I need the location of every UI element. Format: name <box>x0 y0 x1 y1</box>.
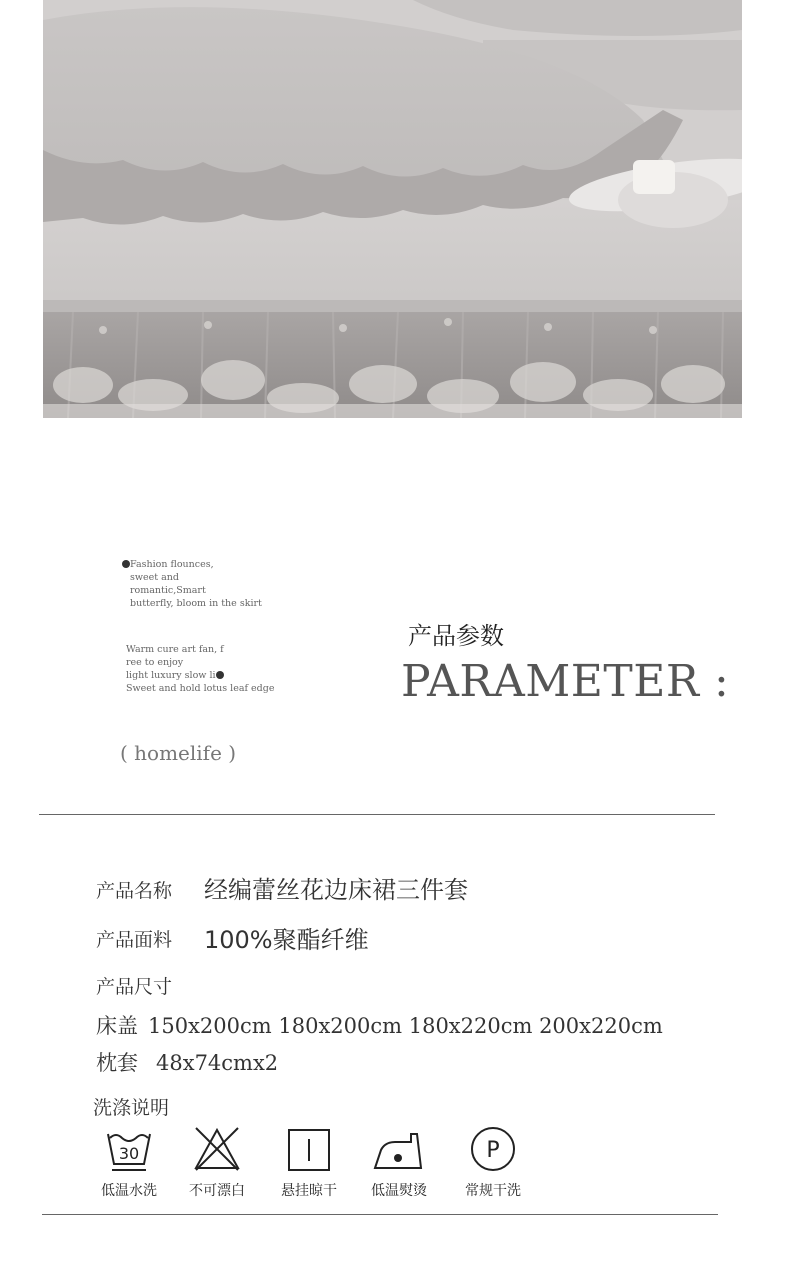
fabric-value: 100%聚酯纤维 <box>204 926 369 954</box>
care-label: 洗涤说明 <box>93 1097 170 1119</box>
care-caption: 悬挂晾干 <box>281 1183 337 1199</box>
bed-size-row <box>96 1010 663 1040</box>
blurb-line: ree to enjoy <box>126 657 184 668</box>
intro-blurb-2 <box>126 643 274 695</box>
care-caption: 不可漂白 <box>189 1183 245 1199</box>
parameter-heading-cn: 产品参数 <box>408 622 504 650</box>
pillow-label: 枕套 <box>96 1051 138 1075</box>
bed-label: 床盖 <box>96 1014 138 1038</box>
no-bleach-icon <box>192 1124 242 1174</box>
brand-name: ( homelife ) <box>120 741 237 765</box>
blurb-line: butterfly, bloom in the skirt <box>130 598 262 609</box>
bedding-lace-bedskirt-photo <box>43 0 742 418</box>
blurb-line: Sweet and hold lotus leaf edge <box>126 683 275 694</box>
bullet-dot-icon <box>122 560 130 568</box>
care-item-wash <box>84 1124 174 1200</box>
care-caption: 常规干洗 <box>465 1183 521 1199</box>
fabric-label: 产品面料 <box>96 929 173 951</box>
bullet-dot-icon <box>216 671 224 679</box>
care-item-bleach <box>172 1124 262 1200</box>
blurb-line: Fashion flounces, <box>130 559 214 570</box>
care-item-iron <box>354 1124 444 1200</box>
line-dry-icon <box>284 1124 334 1174</box>
intro-blurb-1 <box>122 558 262 610</box>
pillow-size: 48x74cmx2 <box>156 1051 279 1075</box>
parameter-heading-en: PARAMETER : <box>401 656 730 707</box>
blurb-line: light luxury slow li <box>126 670 216 681</box>
product-photo <box>43 0 742 418</box>
blurb-line: Warm cure art fan, f <box>126 644 224 655</box>
pillow-size-row <box>96 1047 278 1077</box>
care-caption: 低温熨烫 <box>371 1183 427 1199</box>
dry-clean-p-icon <box>468 1124 518 1174</box>
low-iron-icon <box>371 1124 427 1174</box>
care-item-dryclean <box>448 1124 538 1200</box>
care-caption: 低温水洗 <box>101 1183 157 1199</box>
size-label: 产品尺寸 <box>96 976 173 998</box>
blurb-line: sweet and <box>130 572 179 583</box>
wash-30-icon <box>104 1124 154 1174</box>
divider <box>42 1214 718 1215</box>
blurb-line: romantic,Smart <box>130 585 206 596</box>
bed-sizes: 150x200cm 180x200cm 180x220cm 200x220cm <box>148 1014 663 1038</box>
product-name-label: 产品名称 <box>96 880 173 902</box>
care-item-dry <box>264 1124 354 1200</box>
wash-temp: 30 <box>118 1144 140 1163</box>
dry-clean-letter: P <box>486 1138 500 1163</box>
product-name-value: 经编蕾丝花边床裙三件套 <box>204 876 468 904</box>
divider <box>39 814 715 815</box>
